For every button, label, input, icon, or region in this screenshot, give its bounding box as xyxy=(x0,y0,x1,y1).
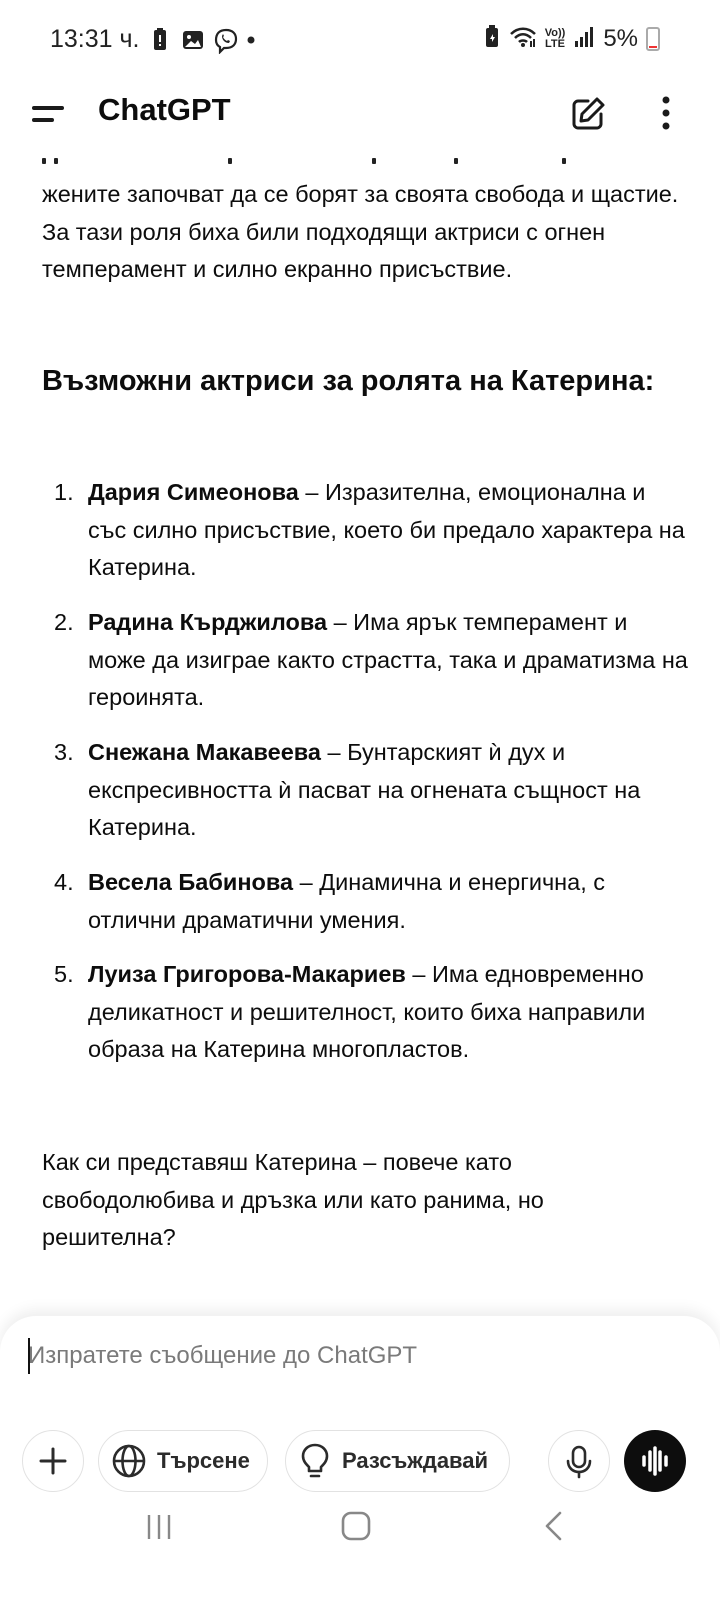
volte-label-bottom: LTE xyxy=(545,38,565,50)
actress-name: Снежана Макавеева xyxy=(88,739,321,765)
wifi-icon xyxy=(509,25,537,54)
message-input[interactable] xyxy=(28,1336,668,1376)
actress-description: – Има ярък темперамент и може да изиграе както страстта, така и драматизма на героинята. xyxy=(88,609,688,710)
system-navigation-bar xyxy=(0,1500,720,1600)
back-icon[interactable] xyxy=(542,1510,566,1547)
hamburger-menu-icon[interactable] xyxy=(28,94,68,134)
app-header xyxy=(0,78,720,150)
viber-icon xyxy=(213,28,235,50)
section-heading: Възможни актриси за ролята на Катерина: xyxy=(42,365,655,397)
dot-icon xyxy=(245,28,267,50)
intro-paragraph: жените започват да се борят за своята свобода и щастие. За тази роля биха били подходящи актриси с огнен темперамент и силно екранно присъствие. xyxy=(42,181,679,282)
actress-name: Дария Симеонова xyxy=(88,479,299,505)
battery-alert-icon xyxy=(149,28,171,50)
more-vertical-icon[interactable] xyxy=(654,94,678,134)
list-text xyxy=(88,864,688,939)
list-number: 4. xyxy=(54,869,74,895)
status-time: 13:31 ч. xyxy=(50,24,140,53)
plus-icon xyxy=(23,1431,83,1491)
actress-description: – Бунтарският ѝ дух и експресивността ѝ пасват на огнената същност на Катерина. xyxy=(88,739,641,840)
actress-description: – Динамична и енергична, с отлични драматични умения. xyxy=(88,869,606,933)
list-number: 1. xyxy=(54,479,74,505)
signal-icon xyxy=(573,25,595,54)
status-bar-left xyxy=(50,22,267,56)
list-text xyxy=(88,734,688,847)
search-button[interactable] xyxy=(98,1430,268,1492)
closing-question: Как си представяш Катерина – повече като свободолюбива и дръзка или като ранима, но решителна? xyxy=(42,1149,544,1250)
reason-button[interactable] xyxy=(285,1430,510,1492)
actress-name: Радина Кърджилова xyxy=(88,609,328,635)
recent-apps-icon[interactable] xyxy=(144,1512,174,1547)
add-attachment-button[interactable] xyxy=(22,1430,84,1492)
actress-description: – Изразителна, емоционална и със силно присъствие, което би предало характера на Катерина. xyxy=(88,479,685,580)
actress-description: – Има едновременно деликатност и решителност, които биха направили образа на Катерина многопластов. xyxy=(88,961,646,1062)
dictation-button[interactable] xyxy=(548,1430,610,1492)
lightbulb-icon xyxy=(300,1442,330,1480)
partial-text-line xyxy=(42,156,682,164)
list-number: 2. xyxy=(54,609,74,635)
app-title[interactable]: ChatGPT xyxy=(98,92,231,127)
message-composer xyxy=(0,1316,720,1500)
battery-percentage: 5% xyxy=(603,25,638,52)
home-icon[interactable] xyxy=(340,1510,372,1547)
list-text xyxy=(88,604,688,717)
search-label: Търсене xyxy=(157,1448,250,1473)
list-text xyxy=(88,956,688,1069)
edit-icon[interactable] xyxy=(568,94,608,134)
status-bar xyxy=(0,0,720,78)
voice-wave-icon xyxy=(624,1430,686,1492)
list-text xyxy=(88,474,688,587)
chat-content[interactable] xyxy=(0,150,720,1315)
actress-name: Весела Бабинова xyxy=(88,869,294,895)
battery-icon xyxy=(646,27,660,51)
volte-icon xyxy=(545,28,566,50)
list-number: 3. xyxy=(54,739,74,765)
actress-name: Луиза Григорова-Макариев xyxy=(88,961,406,987)
list-number: 5. xyxy=(54,961,74,987)
microphone-icon xyxy=(549,1431,609,1491)
gallery-icon xyxy=(181,28,203,50)
text-caret xyxy=(28,1338,30,1374)
reason-label: Разсъждавай xyxy=(342,1448,489,1473)
globe-icon xyxy=(111,1443,147,1479)
battery-saver-icon xyxy=(483,25,501,54)
volte-label-top: Vo)) xyxy=(544,27,566,39)
status-bar-right xyxy=(483,22,660,56)
voice-mode-button[interactable] xyxy=(624,1430,686,1492)
